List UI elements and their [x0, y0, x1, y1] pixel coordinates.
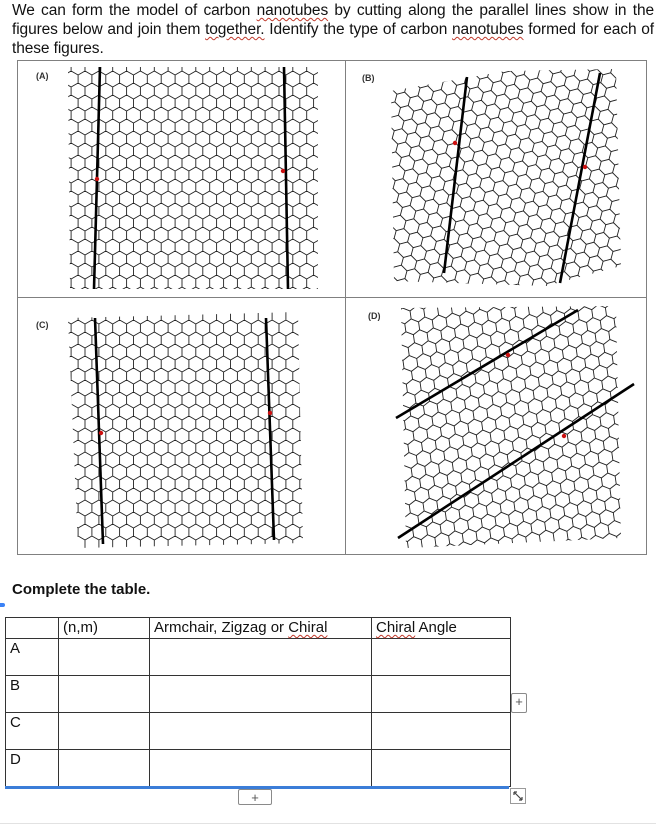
answer-cell[interactable] — [372, 639, 511, 676]
answer-table — [5, 617, 511, 787]
figure-a — [18, 61, 345, 297]
table-row — [6, 750, 511, 787]
add-row-button[interactable]: + — [238, 789, 272, 805]
table-heading: Complete the table. — [12, 581, 151, 598]
answer-cell[interactable] — [59, 750, 150, 787]
answer-cell[interactable] — [372, 676, 511, 713]
table-row — [6, 676, 511, 713]
intro-part-1: We can form the model of carbon — [12, 2, 257, 19]
table-row — [6, 639, 511, 676]
answer-cell[interactable] — [150, 713, 372, 750]
header-type-text: Armchair, Zigzag or — [154, 619, 289, 636]
row-label-cell[interactable]: D — [6, 750, 59, 787]
add-column-button[interactable]: + — [511, 693, 527, 713]
row-label-cell[interactable]: C — [6, 713, 59, 750]
row-label-cell[interactable]: A — [6, 639, 59, 676]
answer-cell[interactable] — [59, 639, 150, 676]
reference-atom-marker — [562, 434, 566, 438]
answer-cell[interactable] — [372, 713, 511, 750]
reference-atom-marker — [268, 411, 272, 415]
reference-atom-marker — [99, 431, 103, 435]
header-type-chiral: Chiral — [288, 619, 328, 636]
figure-a-label: (A) — [36, 71, 49, 81]
figure-b — [346, 61, 648, 297]
intro-part-3: Identify the type of carbon — [264, 21, 453, 38]
margin-marker — [0, 603, 5, 607]
page-footer-line — [0, 823, 656, 824]
intro-flagged-word-1: nanotubes — [256, 2, 329, 19]
intro-part-4: formed for each of these figures. — [12, 21, 654, 57]
header-angle-chiral: Chiral — [376, 619, 416, 636]
intro-flagged-word-3: nanotubes — [452, 21, 524, 38]
figure-d-label: (D) — [368, 311, 381, 321]
header-cell-blank[interactable] — [6, 618, 59, 639]
hexagon-mesh — [346, 61, 648, 297]
header-cell-angle[interactable] — [372, 618, 511, 639]
answer-cell[interactable] — [59, 713, 150, 750]
answer-cell[interactable] — [59, 676, 150, 713]
answer-cell[interactable] — [150, 639, 372, 676]
header-cell-type[interactable] — [150, 618, 372, 639]
row-label-cell[interactable]: B — [6, 676, 59, 713]
cut-line — [396, 310, 578, 418]
reference-atom-marker — [281, 169, 285, 173]
answer-cell[interactable] — [372, 750, 511, 787]
figure-c-lattice — [18, 298, 345, 554]
figure-grid — [17, 60, 647, 555]
table-row — [6, 713, 511, 750]
figure-c-label: (C) — [36, 320, 49, 330]
answer-cell[interactable] — [150, 750, 372, 787]
reference-atom-marker — [583, 165, 587, 169]
figure-d-lattice — [346, 298, 648, 554]
intro-flagged-word-2: together. — [205, 21, 265, 38]
figure-b-lattice — [346, 61, 648, 297]
figure-d — [346, 298, 648, 554]
resize-arrows-icon — [511, 789, 525, 803]
reference-atom-marker — [453, 141, 457, 145]
header-angle-text: Angle — [415, 619, 457, 636]
intro-part-2: by cutting along the parallel lines show in the figures below and join them — [12, 2, 654, 38]
hexagon-mesh — [18, 61, 345, 297]
hexagon-mesh — [18, 298, 345, 554]
figure-b-label: (B) — [362, 73, 375, 83]
figure-a-lattice — [18, 61, 345, 297]
answer-cell[interactable] — [150, 676, 372, 713]
figure-c — [18, 298, 345, 554]
reference-atom-marker — [506, 353, 510, 357]
table-resize-handle[interactable] — [510, 788, 526, 804]
header-cell-nm[interactable]: (n,m) — [59, 618, 150, 639]
reference-atom-marker — [95, 177, 99, 181]
cut-line — [560, 73, 600, 283]
table-header-row — [6, 618, 511, 639]
question-text — [12, 1, 654, 58]
hexagon-mesh — [346, 298, 648, 554]
